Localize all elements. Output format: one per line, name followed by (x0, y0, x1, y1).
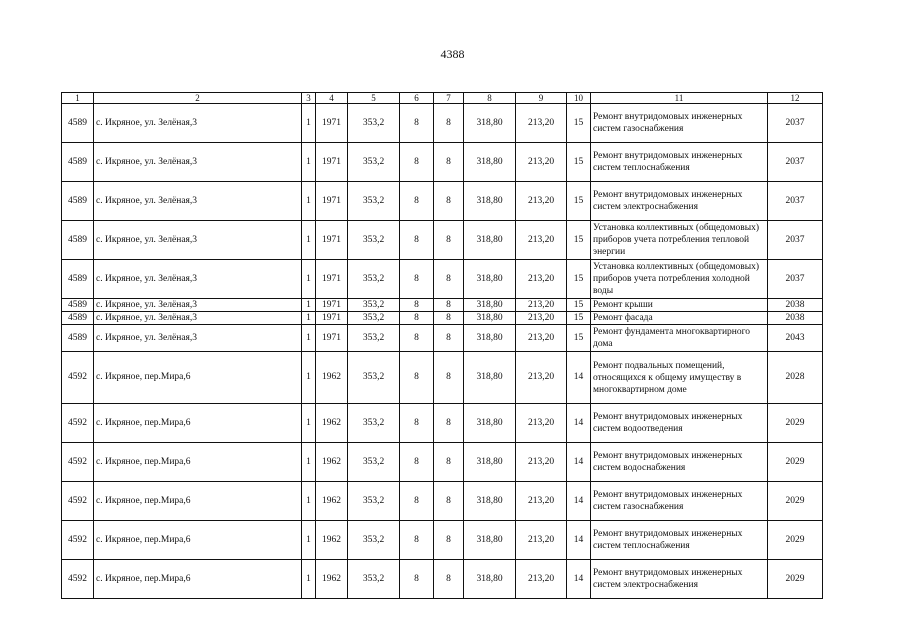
col8-cell: 318,80 (464, 404, 516, 443)
row-id-cell: 4589 (62, 182, 94, 221)
column-header: 1 (62, 93, 94, 104)
year-planned-cell: 2037 (768, 104, 823, 143)
col8-cell: 318,80 (464, 221, 516, 260)
col7-cell: 8 (434, 482, 464, 521)
col9-cell: 213,20 (516, 312, 567, 325)
col7-cell: 8 (434, 325, 464, 352)
col6-cell: 8 (400, 221, 434, 260)
table-row (62, 443, 823, 482)
area-cell: 353,2 (348, 521, 400, 560)
col7-cell: 8 (434, 312, 464, 325)
work-type-cell: Установка коллективных (общедомовых) приборов учета потребления холодной воды (591, 260, 768, 299)
year-planned-cell: 2037 (768, 143, 823, 182)
year-planned-cell: 2038 (768, 312, 823, 325)
area-cell: 353,2 (348, 443, 400, 482)
col3-cell: 1 (302, 104, 316, 143)
year-planned-cell: 2029 (768, 482, 823, 521)
col3-cell: 1 (302, 299, 316, 312)
col10-cell: 15 (567, 143, 591, 182)
column-header: 3 (302, 93, 316, 104)
year-planned-cell: 2029 (768, 521, 823, 560)
work-type-cell: Ремонт внутридомовых инженерных систем электроснабжения (591, 182, 768, 221)
year-cell: 1971 (316, 104, 348, 143)
year-planned-cell: 2037 (768, 182, 823, 221)
col10-cell: 14 (567, 404, 591, 443)
area-cell: 353,2 (348, 104, 400, 143)
address-cell: с. Икряное, пер.Мира,6 (94, 560, 302, 599)
work-type-cell: Ремонт внутридомовых инженерных систем газоснабжения (591, 104, 768, 143)
year-cell: 1971 (316, 182, 348, 221)
col8-cell: 318,80 (464, 182, 516, 221)
col8-cell: 318,80 (464, 312, 516, 325)
col10-cell: 15 (567, 182, 591, 221)
col9-cell: 213,20 (516, 482, 567, 521)
col6-cell: 8 (400, 104, 434, 143)
work-type-cell: Ремонт подвальных помещений, относящихся к общему имуществу в многоквартирном доме (591, 352, 768, 404)
column-header: 12 (768, 93, 823, 104)
row-id-cell: 4589 (62, 221, 94, 260)
col9-cell: 213,20 (516, 104, 567, 143)
col7-cell: 8 (434, 143, 464, 182)
area-cell: 353,2 (348, 312, 400, 325)
col9-cell: 213,20 (516, 521, 567, 560)
col6-cell: 8 (400, 312, 434, 325)
col10-cell: 15 (567, 221, 591, 260)
year-cell: 1971 (316, 221, 348, 260)
col3-cell: 1 (302, 521, 316, 560)
col8-cell: 318,80 (464, 352, 516, 404)
area-cell: 353,2 (348, 352, 400, 404)
work-type-cell: Ремонт внутридомовых инженерных систем теплоснабжения (591, 521, 768, 560)
area-cell: 353,2 (348, 325, 400, 352)
column-header: 6 (400, 93, 434, 104)
year-cell: 1971 (316, 325, 348, 352)
work-type-cell: Ремонт внутридомовых инженерных систем водоснабжения (591, 443, 768, 482)
area-cell: 353,2 (348, 260, 400, 299)
year-cell: 1962 (316, 352, 348, 404)
col7-cell: 8 (434, 352, 464, 404)
col6-cell: 8 (400, 560, 434, 599)
year-cell: 1971 (316, 312, 348, 325)
address-cell: с. Икряное, ул. Зелёная,3 (94, 312, 302, 325)
column-header: 8 (464, 93, 516, 104)
col6-cell: 8 (400, 352, 434, 404)
col3-cell: 1 (302, 182, 316, 221)
col9-cell: 213,20 (516, 352, 567, 404)
column-header: 11 (591, 93, 768, 104)
col8-cell: 318,80 (464, 260, 516, 299)
row-id-cell: 4592 (62, 404, 94, 443)
col8-cell: 318,80 (464, 143, 516, 182)
row-id-cell: 4592 (62, 443, 94, 482)
address-cell: с. Икряное, пер.Мира,6 (94, 404, 302, 443)
table-row (62, 299, 823, 312)
table-row (62, 521, 823, 560)
table-row (62, 182, 823, 221)
area-cell: 353,2 (348, 182, 400, 221)
year-planned-cell: 2029 (768, 404, 823, 443)
col10-cell: 14 (567, 482, 591, 521)
col8-cell: 318,80 (464, 325, 516, 352)
col7-cell: 8 (434, 182, 464, 221)
col10-cell: 15 (567, 299, 591, 312)
col6-cell: 8 (400, 482, 434, 521)
address-cell: с. Икряное, пер.Мира,6 (94, 521, 302, 560)
col7-cell: 8 (434, 221, 464, 260)
row-id-cell: 4589 (62, 260, 94, 299)
area-cell: 353,2 (348, 221, 400, 260)
year-planned-cell: 2043 (768, 325, 823, 352)
col9-cell: 213,20 (516, 299, 567, 312)
area-cell: 353,2 (348, 143, 400, 182)
col7-cell: 8 (434, 443, 464, 482)
col10-cell: 15 (567, 104, 591, 143)
column-header: 5 (348, 93, 400, 104)
column-header: 9 (516, 93, 567, 104)
year-cell: 1971 (316, 260, 348, 299)
col9-cell: 213,20 (516, 221, 567, 260)
table-row (62, 312, 823, 325)
col9-cell: 213,20 (516, 260, 567, 299)
area-cell: 353,2 (348, 560, 400, 599)
col10-cell: 14 (567, 443, 591, 482)
area-cell: 353,2 (348, 299, 400, 312)
address-cell: с. Икряное, ул. Зелёная,3 (94, 104, 302, 143)
col6-cell: 8 (400, 182, 434, 221)
col7-cell: 8 (434, 521, 464, 560)
col3-cell: 1 (302, 221, 316, 260)
row-id-cell: 4589 (62, 299, 94, 312)
col6-cell: 8 (400, 404, 434, 443)
work-type-cell: Ремонт внутридомовых инженерных систем теплоснабжения (591, 143, 768, 182)
col3-cell: 1 (302, 443, 316, 482)
row-id-cell: 4589 (62, 312, 94, 325)
col10-cell: 14 (567, 560, 591, 599)
col6-cell: 8 (400, 521, 434, 560)
year-cell: 1962 (316, 560, 348, 599)
col9-cell: 213,20 (516, 325, 567, 352)
col8-cell: 318,80 (464, 521, 516, 560)
table-row (62, 260, 823, 299)
col9-cell: 213,20 (516, 443, 567, 482)
address-cell: с. Икряное, пер.Мира,6 (94, 482, 302, 521)
work-type-cell: Ремонт фундамента многоквартирного дома (591, 325, 768, 352)
work-type-cell: Ремонт внутридомовых инженерных систем водоотведения (591, 404, 768, 443)
year-planned-cell: 2038 (768, 299, 823, 312)
column-header: 7 (434, 93, 464, 104)
work-type-cell: Ремонт крыши (591, 299, 768, 312)
col3-cell: 1 (302, 260, 316, 299)
address-cell: с. Икряное, ул. Зелёная,3 (94, 260, 302, 299)
col10-cell: 15 (567, 312, 591, 325)
column-header: 2 (94, 93, 302, 104)
address-cell: с. Икряное, ул. Зелёная,3 (94, 221, 302, 260)
table-row (62, 221, 823, 260)
row-id-cell: 4589 (62, 143, 94, 182)
area-cell: 353,2 (348, 482, 400, 521)
col9-cell: 213,20 (516, 143, 567, 182)
address-cell: с. Икряное, ул. Зелёная,3 (94, 325, 302, 352)
col9-cell: 213,20 (516, 560, 567, 599)
col7-cell: 8 (434, 299, 464, 312)
col3-cell: 1 (302, 482, 316, 521)
row-id-cell: 4592 (62, 560, 94, 599)
address-cell: с. Икряное, ул. Зелёная,3 (94, 182, 302, 221)
col6-cell: 8 (400, 443, 434, 482)
registry-table (61, 92, 823, 599)
table-row (62, 143, 823, 182)
col8-cell: 318,80 (464, 299, 516, 312)
col6-cell: 8 (400, 299, 434, 312)
col8-cell: 318,80 (464, 104, 516, 143)
table-row (62, 560, 823, 599)
year-planned-cell: 2037 (768, 260, 823, 299)
column-header: 4 (316, 93, 348, 104)
col3-cell: 1 (302, 325, 316, 352)
col10-cell: 14 (567, 352, 591, 404)
col7-cell: 8 (434, 560, 464, 599)
work-type-cell: Ремонт внутридомовых инженерных систем электроснабжения (591, 560, 768, 599)
address-cell: с. Икряное, ул. Зелёная,3 (94, 299, 302, 312)
row-id-cell: 4592 (62, 521, 94, 560)
table-row (62, 352, 823, 404)
year-cell: 1962 (316, 443, 348, 482)
col7-cell: 8 (434, 404, 464, 443)
row-id-cell: 4589 (62, 104, 94, 143)
col8-cell: 318,80 (464, 443, 516, 482)
col6-cell: 8 (400, 260, 434, 299)
table-row (62, 325, 823, 352)
work-type-cell: Ремонт фасада (591, 312, 768, 325)
col3-cell: 1 (302, 404, 316, 443)
col6-cell: 8 (400, 143, 434, 182)
col6-cell: 8 (400, 325, 434, 352)
col8-cell: 318,80 (464, 482, 516, 521)
work-type-cell: Ремонт внутридомовых инженерных систем газоснабжения (591, 482, 768, 521)
row-id-cell: 4592 (62, 482, 94, 521)
col10-cell: 15 (567, 325, 591, 352)
col3-cell: 1 (302, 352, 316, 404)
year-cell: 1971 (316, 143, 348, 182)
col8-cell: 318,80 (464, 560, 516, 599)
column-header: 10 (567, 93, 591, 104)
col3-cell: 1 (302, 560, 316, 599)
year-cell: 1962 (316, 482, 348, 521)
year-planned-cell: 2029 (768, 443, 823, 482)
table-row (62, 482, 823, 521)
col9-cell: 213,20 (516, 404, 567, 443)
area-cell: 353,2 (348, 404, 400, 443)
address-cell: с. Икряное, пер.Мира,6 (94, 443, 302, 482)
year-cell: 1962 (316, 404, 348, 443)
col10-cell: 14 (567, 521, 591, 560)
col10-cell: 15 (567, 260, 591, 299)
year-cell: 1962 (316, 521, 348, 560)
table-row (62, 104, 823, 143)
col7-cell: 8 (434, 260, 464, 299)
row-id-cell: 4592 (62, 352, 94, 404)
year-cell: 1971 (316, 299, 348, 312)
row-id-cell: 4589 (62, 325, 94, 352)
year-planned-cell: 2029 (768, 560, 823, 599)
col3-cell: 1 (302, 312, 316, 325)
col9-cell: 213,20 (516, 182, 567, 221)
address-cell: с. Икряное, пер.Мира,6 (94, 352, 302, 404)
year-planned-cell: 2028 (768, 352, 823, 404)
col7-cell: 8 (434, 104, 464, 143)
page-number: 4388 (440, 47, 465, 61)
work-type-cell: Установка коллективных (общедомовых) приборов учета потребления тепловой энергии (591, 221, 768, 260)
year-planned-cell: 2037 (768, 221, 823, 260)
col3-cell: 1 (302, 143, 316, 182)
address-cell: с. Икряное, ул. Зелёная,3 (94, 143, 302, 182)
table-header-row (62, 93, 823, 104)
table-row (62, 404, 823, 443)
